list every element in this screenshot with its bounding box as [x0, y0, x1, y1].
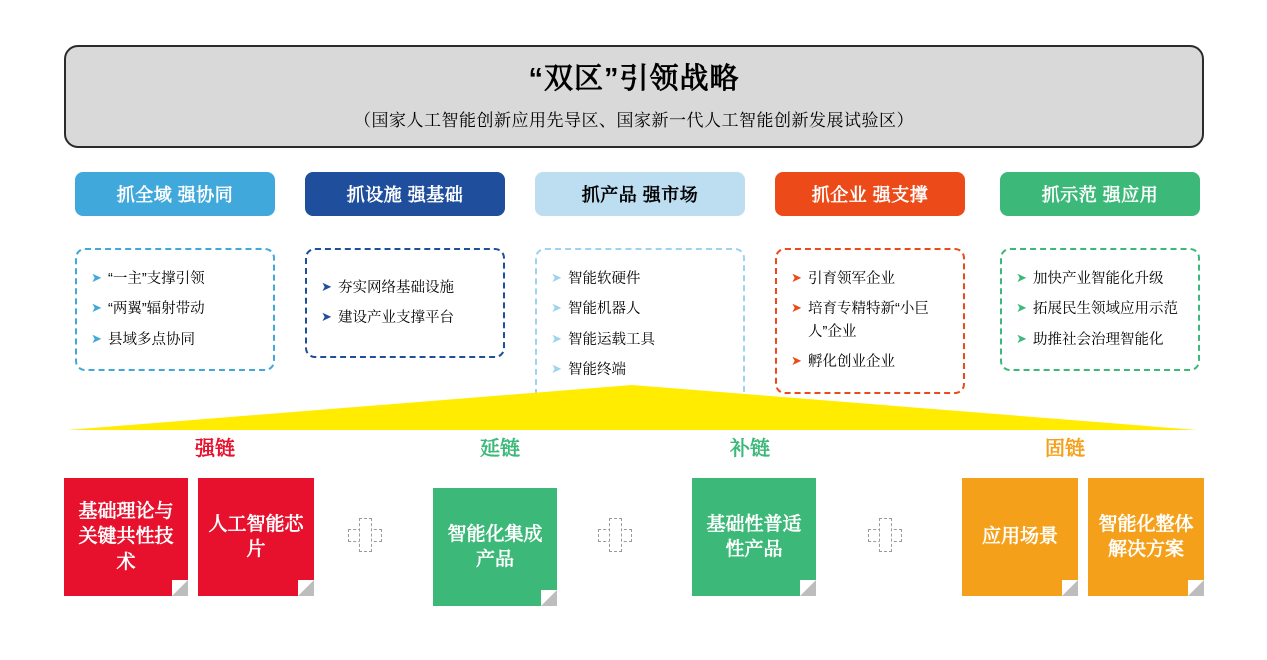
bullet-text: 智能运载工具	[568, 331, 655, 348]
bullet-text: 建设产业支撑平台	[338, 310, 454, 326]
plus-icon-2	[598, 518, 632, 552]
pillar-column-4	[775, 172, 965, 394]
product-card-label: 人工智能芯片	[208, 513, 304, 560]
product-card-label: 基础理论与关键共性技术	[78, 501, 174, 573]
pillar-column-3	[535, 172, 745, 402]
strategy-header-banner	[64, 45, 1204, 148]
bullet-text: 智能机器人	[568, 301, 641, 318]
list-item	[551, 268, 733, 290]
folded-corner-icon	[541, 590, 557, 606]
list-item	[321, 277, 493, 299]
list-item	[1016, 268, 1188, 290]
list-item	[791, 298, 953, 343]
bullet-text: 引育领军企业	[808, 271, 895, 287]
arrow-bullet-icon: ➤	[91, 300, 102, 316]
list-item	[791, 268, 953, 290]
bullet-text: “一主”支撑引领	[108, 271, 205, 287]
list-item	[91, 268, 263, 290]
product-card-1[interactable]	[64, 478, 188, 596]
list-item	[91, 329, 263, 351]
bullet-text: 助推社会治理智能化	[1033, 331, 1164, 348]
product-card-2[interactable]	[198, 478, 314, 596]
product-card-3[interactable]	[433, 488, 557, 606]
product-card-6[interactable]	[1088, 478, 1204, 596]
arrow-bullet-icon: ➤	[791, 353, 802, 369]
arrow-bullet-icon: ➤	[551, 270, 562, 285]
folded-corner-icon	[1062, 580, 1078, 596]
pillar-header-5[interactable]: 抓示范 强应用	[1000, 172, 1200, 216]
bullet-text: 加快产业智能化升级	[1033, 271, 1164, 287]
plus-icon-3	[868, 518, 902, 552]
folded-corner-icon	[800, 580, 816, 596]
plus-center-mask	[881, 531, 891, 541]
bullet-text: 智能终端	[568, 362, 626, 379]
plus-center-mask	[611, 531, 621, 541]
list-item	[321, 307, 493, 329]
pillar-column-1	[75, 172, 275, 371]
pillar-body-3	[535, 248, 745, 402]
pillar-header-2[interactable]: 抓设施 强基础	[305, 172, 505, 216]
page-subtitle: （国家人工智能创新应用先导区、国家新一代人工智能创新发展试验区）	[354, 110, 914, 130]
folded-corner-icon	[172, 580, 188, 596]
chain-label-3: 补链	[730, 438, 770, 460]
list-item	[1016, 329, 1188, 351]
arrow-bullet-icon: ➤	[551, 300, 562, 316]
list-item	[1016, 298, 1188, 320]
bullet-text: 县域多点协同	[108, 331, 195, 348]
arrow-bullet-icon: ➤	[551, 330, 562, 346]
folded-corner-icon	[298, 580, 314, 596]
plus-icon-1	[348, 518, 382, 552]
yellow-arrow-shape	[67, 385, 1197, 430]
product-card-4[interactable]	[692, 478, 816, 596]
list-item	[91, 298, 263, 320]
pillar-header-3[interactable]: 抓产品 强市场	[535, 172, 745, 216]
pillar-body-5	[1000, 248, 1200, 371]
product-card-5[interactable]	[962, 478, 1078, 596]
pillar-column-5	[1000, 172, 1200, 371]
chain-label-4: 固链	[1045, 438, 1085, 460]
product-card-label: 应用场景	[981, 526, 1058, 548]
bullet-text: 拓展民生领域应用示范	[1033, 301, 1178, 318]
arrow-bullet-icon: ➤	[91, 330, 102, 346]
page-title: “双区”引领战略	[528, 63, 740, 96]
pillar-header-4[interactable]: 抓企业 强支撑	[775, 172, 965, 216]
bullet-text: 智能软硬件	[568, 271, 641, 287]
arrow-bullet-icon: ➤	[791, 270, 802, 285]
bullet-text: “两翼”辐射带动	[108, 301, 205, 318]
arrow-bullet-icon: ➤	[321, 278, 332, 294]
list-item	[791, 351, 953, 373]
plus-center-mask	[361, 531, 371, 541]
product-card-label: 智能化集成产品	[447, 523, 543, 570]
chain-label-2: 延链	[480, 438, 520, 460]
arrow-bullet-icon: ➤	[1016, 330, 1027, 346]
list-item	[551, 359, 733, 381]
bullet-text: 夯实网络基础设施	[338, 279, 454, 296]
pillar-column-2	[305, 172, 505, 358]
product-card-label: 基础性普适性产品	[706, 513, 802, 560]
arrow-bullet-icon: ➤	[551, 361, 562, 377]
chain-label-1: 强链	[195, 438, 235, 460]
bullet-text: 培育专精特新“小巨人”企业	[808, 301, 929, 340]
list-item	[551, 298, 733, 320]
folded-corner-icon	[1188, 580, 1204, 596]
arrow-bullet-icon: ➤	[321, 309, 332, 324]
arrow-bullet-icon: ➤	[791, 300, 802, 316]
list-item	[551, 329, 733, 351]
pillar-body-1	[75, 248, 275, 371]
pillar-body-4	[775, 248, 965, 394]
arrow-bullet-icon: ➤	[1016, 300, 1027, 316]
arrow-bullet-icon: ➤	[1016, 270, 1027, 285]
pillar-header-1[interactable]: 抓全域 强协同	[75, 172, 275, 216]
pillar-body-2	[305, 248, 505, 358]
arrow-bullet-icon: ➤	[91, 270, 102, 285]
product-card-label: 智能化整体解决方案	[1098, 513, 1194, 560]
bullet-text: 孵化创业企业	[808, 354, 895, 371]
